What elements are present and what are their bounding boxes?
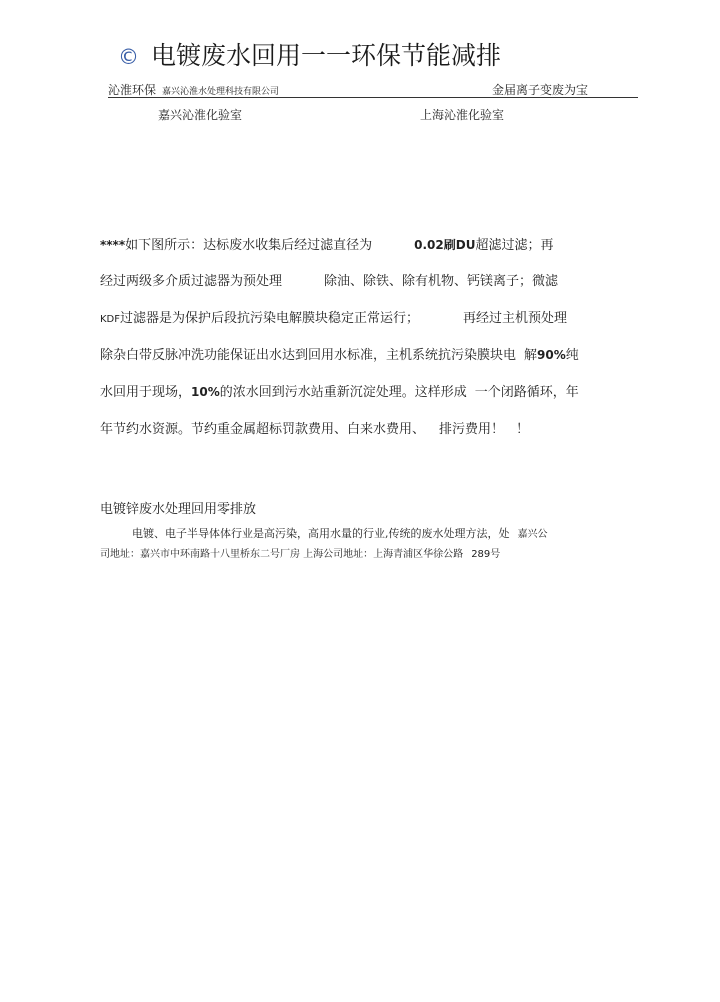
body-line-4	[100, 344, 579, 363]
body-text: 排污费用！	[439, 422, 505, 437]
body-text: 水回用于现场，	[100, 385, 192, 400]
company-name: 嘉兴沁淮水处理科技有限公司	[162, 87, 280, 97]
intro-line-1	[132, 525, 548, 541]
body-text: 经过两级多介质过滤器为预处理	[100, 274, 283, 289]
body-text: 除油、除铁、除有机物、钙镁离子；微滤	[324, 274, 559, 289]
body-text: 解	[524, 348, 538, 363]
body-text: ！	[516, 422, 530, 437]
body-text: 除杂白带反脉冲洗功能保证出水达到回用水标准，主机系统抗污染膜块电	[100, 348, 517, 363]
intro-line-2	[100, 545, 500, 560]
header-divider	[108, 97, 638, 98]
body-line-5	[100, 381, 579, 400]
filter-spec: 0.02刷DU	[414, 238, 476, 252]
body-line-1	[100, 234, 553, 253]
body-line-3	[100, 307, 567, 326]
lab-right-label: 上海沁淮化验室	[420, 108, 505, 122]
percent-90: 90%	[537, 348, 566, 362]
title-text: 电镀废水回用一一环保节能减排	[151, 41, 502, 70]
body-text: 过滤器是为保护后段抗污染电解膜块稳定正常运行；	[120, 311, 420, 326]
address-number: 289号	[471, 549, 501, 560]
body-line-2	[100, 270, 558, 289]
body-text: 纯	[565, 348, 579, 363]
intro-text: 嘉兴公	[517, 529, 548, 540]
body-text: 超滤过滤；再	[475, 238, 554, 253]
letterhead	[108, 81, 638, 98]
body-line-6	[100, 418, 529, 437]
percent-10: 10%	[191, 385, 220, 399]
section-title: 电镀锌废水处理回用零排放	[100, 502, 257, 517]
intro-text: 电镀、电子半导体体行业是高污染，高用水量的行业,传统的废水处理方法，处	[132, 527, 510, 540]
body-text: 如下图所示：达标废水收集后经过滤直径为	[125, 238, 373, 253]
slogan: 金届离子变废为宝	[491, 83, 588, 97]
copyright-icon: ©	[118, 45, 139, 69]
body-text: 一个闭路循环，年	[474, 385, 579, 400]
stars: ****	[100, 238, 126, 252]
body-text: 再经过主机预处理	[463, 311, 568, 326]
body-text: 年节约水资源。节约重金属超标罚款费用、白来水费用、	[100, 422, 426, 437]
lab-left-label: 嘉兴沁淮化验室	[158, 108, 243, 122]
brand-name: 沁淮环保	[108, 83, 157, 97]
body-text: 的浓水回到污水站重新沉淀处理。这样形成	[219, 385, 467, 400]
document-title	[118, 36, 501, 72]
kdf-label: KDF	[100, 314, 121, 325]
address-text: 司地址：嘉兴市中环南路十八里桥东二号厂房 上海公司地址：上海青浦区华徐公路	[100, 549, 464, 560]
